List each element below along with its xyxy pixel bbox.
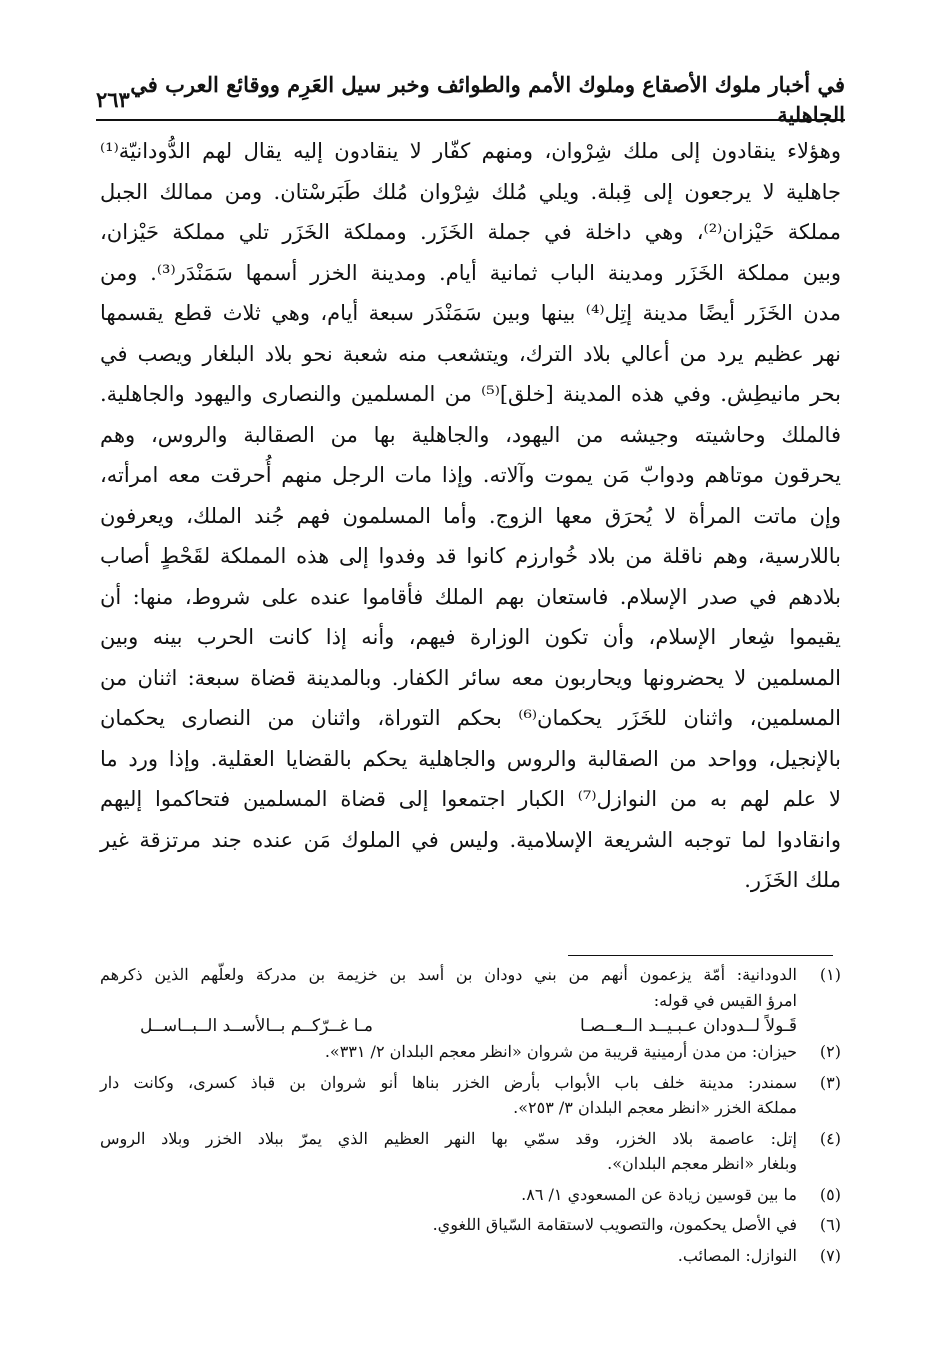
- footnote-3: [100, 1070, 841, 1121]
- text-line: يقيموا شِعار الإسلام، وأن تكون الوزارة فيهم، وأنه إذا كانت الحرب بينه وبين: [100, 625, 841, 649]
- text-line: وانقادوا لما توجبه الشريعة الإسلامية. وليس في الملوك مَن عنده جند مرتزقة غير: [100, 827, 841, 852]
- footnote-5: [100, 1182, 841, 1208]
- text-line: وإن ماتت المرأة لا يُحرَق معها الزوج. وأما المسلمون فهم جُند الملك، ويعرفون: [100, 503, 841, 528]
- page-number: ٢٦٣: [96, 87, 130, 112]
- header-title: في أخبار ملوك الأصقاع وملوك الأمم والطوائف وخبر سيل العَرِم ووقائع العرب في الجاهلية: [130, 72, 845, 127]
- text-line: لا علم لهم به من النوازل⁽⁷⁾ الكبار اجتمعوا إلى قضاة المسلمين فتحاكموا إليهم: [100, 787, 841, 811]
- footnote-text: النوازل: المصائب.: [677, 1245, 797, 1265]
- text-line: فالملك وحاشيته وجيشه من اليهود، والجاهلية بها من الصقالبة والروس، وهم: [100, 422, 841, 447]
- footnote-text: مملكة الخزر «انظر معجم البلدان ٣/ ٢٥٣».: [513, 1098, 797, 1117]
- footnote-text: وبلغار «انظر معجم البلدان».: [607, 1154, 797, 1173]
- text-line: وهؤلاء ينقادون إلى ملك شِرْوان، ومنهم كفّار لا ينقادون إليه يقال لهم الدُّودانيّة⁽¹⁾: [100, 139, 841, 163]
- footnote-text: الدودانية: أمّة يزعمون أنهم من بني دودان بن أسد بن خزيمة بن مدركة ولعلّهم الذين ذكرهم: [100, 965, 797, 984]
- footnote-6: [100, 1212, 841, 1238]
- running-header: [96, 72, 845, 127]
- footnotes: [100, 962, 841, 1268]
- text-line: المسلمين لا يحضرونها ويحاربون معه سائر الكفار. وبالمدينة قضاة سبعة: اثنان من: [100, 665, 841, 690]
- text-line: ملك الخَزَر.: [744, 868, 841, 892]
- footnote-2: [100, 1039, 841, 1065]
- text-line: جاهلية لا يرجعون إلى قِبلة. ويلي مُلك شِرْوان مُلك طَبَرسْتان. ومن ممالك الجبل: [100, 179, 841, 204]
- footnote-text: في الأصل يحكمون، والتصويب لاستقامة السّياق اللغوي.: [432, 1215, 797, 1234]
- text-line: يحرقون موتاهم ودوابّ مَن يموت وآلاته. وإذا مات الرجل منهم أُحرقت معه امرأته،: [100, 463, 841, 487]
- footnote-text: إتل: عاصمة بلاد الخزر، وقد سمّي بها النهر العظيم الذي يمرّ ببلاد الخزر وبلاد الروس: [100, 1128, 797, 1148]
- footnote-text: حيزان: من مدن أرمينية قريبة من شروان «انظر معجم البلدان ٢/ ٣٣١».: [324, 1042, 797, 1061]
- footnote-number: (٦): [819, 1215, 841, 1234]
- footnote-number: (٤): [819, 1128, 841, 1148]
- text-line: بحر مانيطِش. وفي هذه المدينة [خلق]⁽⁵⁾ من المسلمين والنصارى واليهود والجاهلية.: [100, 382, 842, 406]
- text-line: بالإنجيل، وواحد من الصقالبة والروس والجاهلية يحكم بالقضايا العقلية. وإذا ورد ما: [100, 746, 841, 771]
- footnote-number: (٢): [819, 1042, 841, 1061]
- footnote-number: (٧): [819, 1245, 841, 1265]
- footnote-number: (٣): [819, 1072, 841, 1092]
- header-rule: [96, 119, 845, 121]
- text-line: وبين مملكة الخَزَر ومدينة الباب ثمانية أيام. ومدينة الخزر أسمها سَمَنْدَر⁽³⁾. ومن: [100, 260, 842, 285]
- footnote-number: (٥): [819, 1184, 841, 1204]
- text-line: بلادهم في صدر الإسلام. فاستعان بهم الملك فأقاموا عنده على شروط، منها: أن: [100, 584, 841, 609]
- footnote-separator: [568, 955, 833, 956]
- footnote-1: [100, 962, 841, 1039]
- verse-hemistich-first: قَـولاً لــدودان عـبـيــد الــعــصـا: [579, 1016, 797, 1036]
- footnote-number: (١): [819, 965, 841, 984]
- footnote-7: [100, 1243, 841, 1269]
- poetry-verse: [100, 1013, 797, 1039]
- footnote-text: سمندر: مدينة خلف باب الأبواب بأرض الخزر بناها أنو شروان بن قباذ كسرى، وكانت دار: [100, 1072, 797, 1092]
- footnote-text: امرؤ القيس في قوله:: [653, 990, 797, 1010]
- text-line: المسلمين، واثنان للخَزَر يحكمان⁽⁶⁾ بحكم التوراة، واثنان من النصارى يحكمان: [100, 706, 841, 730]
- footnote-4: [100, 1126, 841, 1177]
- text-line: باللارسية، وهم ناقلة من بلاد خُوارزم كانوا قد وفدوا إلى هذه المملكة لقَحْطٍ أصاب: [100, 544, 841, 568]
- text-line: مملكة حَيْزان⁽²⁾، وهي داخلة في جملة الخَزَر. ومملكة الخَزَر تلي مملكة حَيْزان،: [100, 220, 841, 244]
- verse-hemistich-second: مـا غــرّكــم بــالأســد الــبــاســل: [140, 1016, 373, 1036]
- footnote-text: ما بين قوسين زيادة عن المسعودي ١/ ٨٦.: [521, 1184, 797, 1204]
- text-line: مدن الخَزَر أيضًا مدينة إتِل⁽⁴⁾ بينها وبين سَمَنْدَر سبعة أيام، وهي ثلاث قطع يقسمها: [100, 301, 841, 325]
- text-line: نهر عظيم يرد من أعالي بلاد الترك، ويتشعب منه شعبة نحو بلاد البلغار ويصب في: [100, 341, 841, 366]
- main-text: [100, 131, 841, 901]
